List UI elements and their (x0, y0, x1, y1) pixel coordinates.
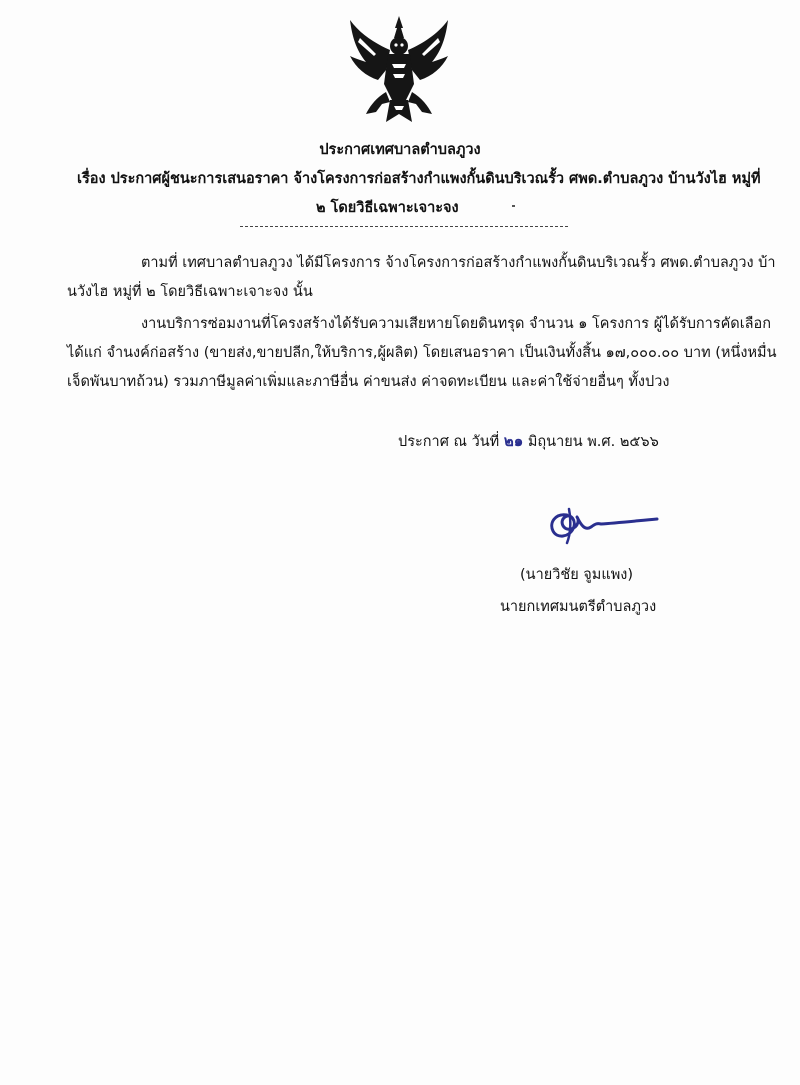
announcement-prefix: ประกาศ ณ วันที่ (398, 434, 500, 450)
signature-icon (545, 505, 660, 547)
signatory-name: (นายวิชัย จูมแพง) (520, 567, 633, 583)
paragraph-1-line-1: ตามที่ เทศบาลตำบลภูวง ได้มีโครงการ จ้างโครงการก่อสร้างกำแพงกั้นดินบริเวณรั้ว ศพด.ตำบลภูวง บ้า (141, 255, 776, 271)
stray-mark (512, 205, 515, 207)
agency-heading: ประกาศเทศบาลตำบลภูวง (319, 142, 481, 158)
paragraph-2-line-3: เจ็ดพันบาทถ้วน) รวมภาษีมูลค่าเพิ่มและภาษีอื่น ค่าขนส่ง ค่าจดทะเบียน และค่าใช้จ่ายอื่นๆ ทั้งปวง (67, 374, 670, 390)
subject-line-2: ๒ โดยวิธีเฉพาะเจาะจง (316, 200, 459, 216)
divider-line (240, 226, 568, 227)
paragraph-2-line-1: งานบริการซ่อมงานที่โครงสร้างได้รับความเสียหายโดยดินทรุด จำนวน ๑ โครงการ ผู้ได้รับการคัดเลือก (141, 316, 772, 332)
subject-line-1: เรื่อง ประกาศผู้ชนะการเสนอราคา จ้างโครงการก่อสร้างกำแพงกั้นดินบริเวณรั้ว ศพด.ตำบลภูวง บ้านวังไฮ หมู่ที่ (77, 171, 761, 187)
signatory-position: นายกเทศมนตรีตำบลภูวง (500, 599, 657, 615)
garuda-emblem-icon (346, 14, 452, 126)
paragraph-1-line-2: นวังไฮ หมู่ที่ ๒ โดยวิธีเฉพาะเจาะจง นั้น (67, 284, 313, 300)
announcement-month-year: มิถุนายน พ.ศ. ๒๕๖๖ (527, 434, 659, 450)
announcement-date (398, 431, 659, 452)
handwritten-day: ๒๑ (503, 432, 524, 450)
paragraph-2-line-2: ได้แก่ จำนงค์ก่อสร้าง (ขายส่ง,ขายปลีก,ให้บริการ,ผู้ผลิต) โดยเสนอราคา เป็นเงินทั้งสิ้น ๑๗,๐๐๐.๐๐ บาท (หนึ่งหมื่น (67, 345, 777, 361)
